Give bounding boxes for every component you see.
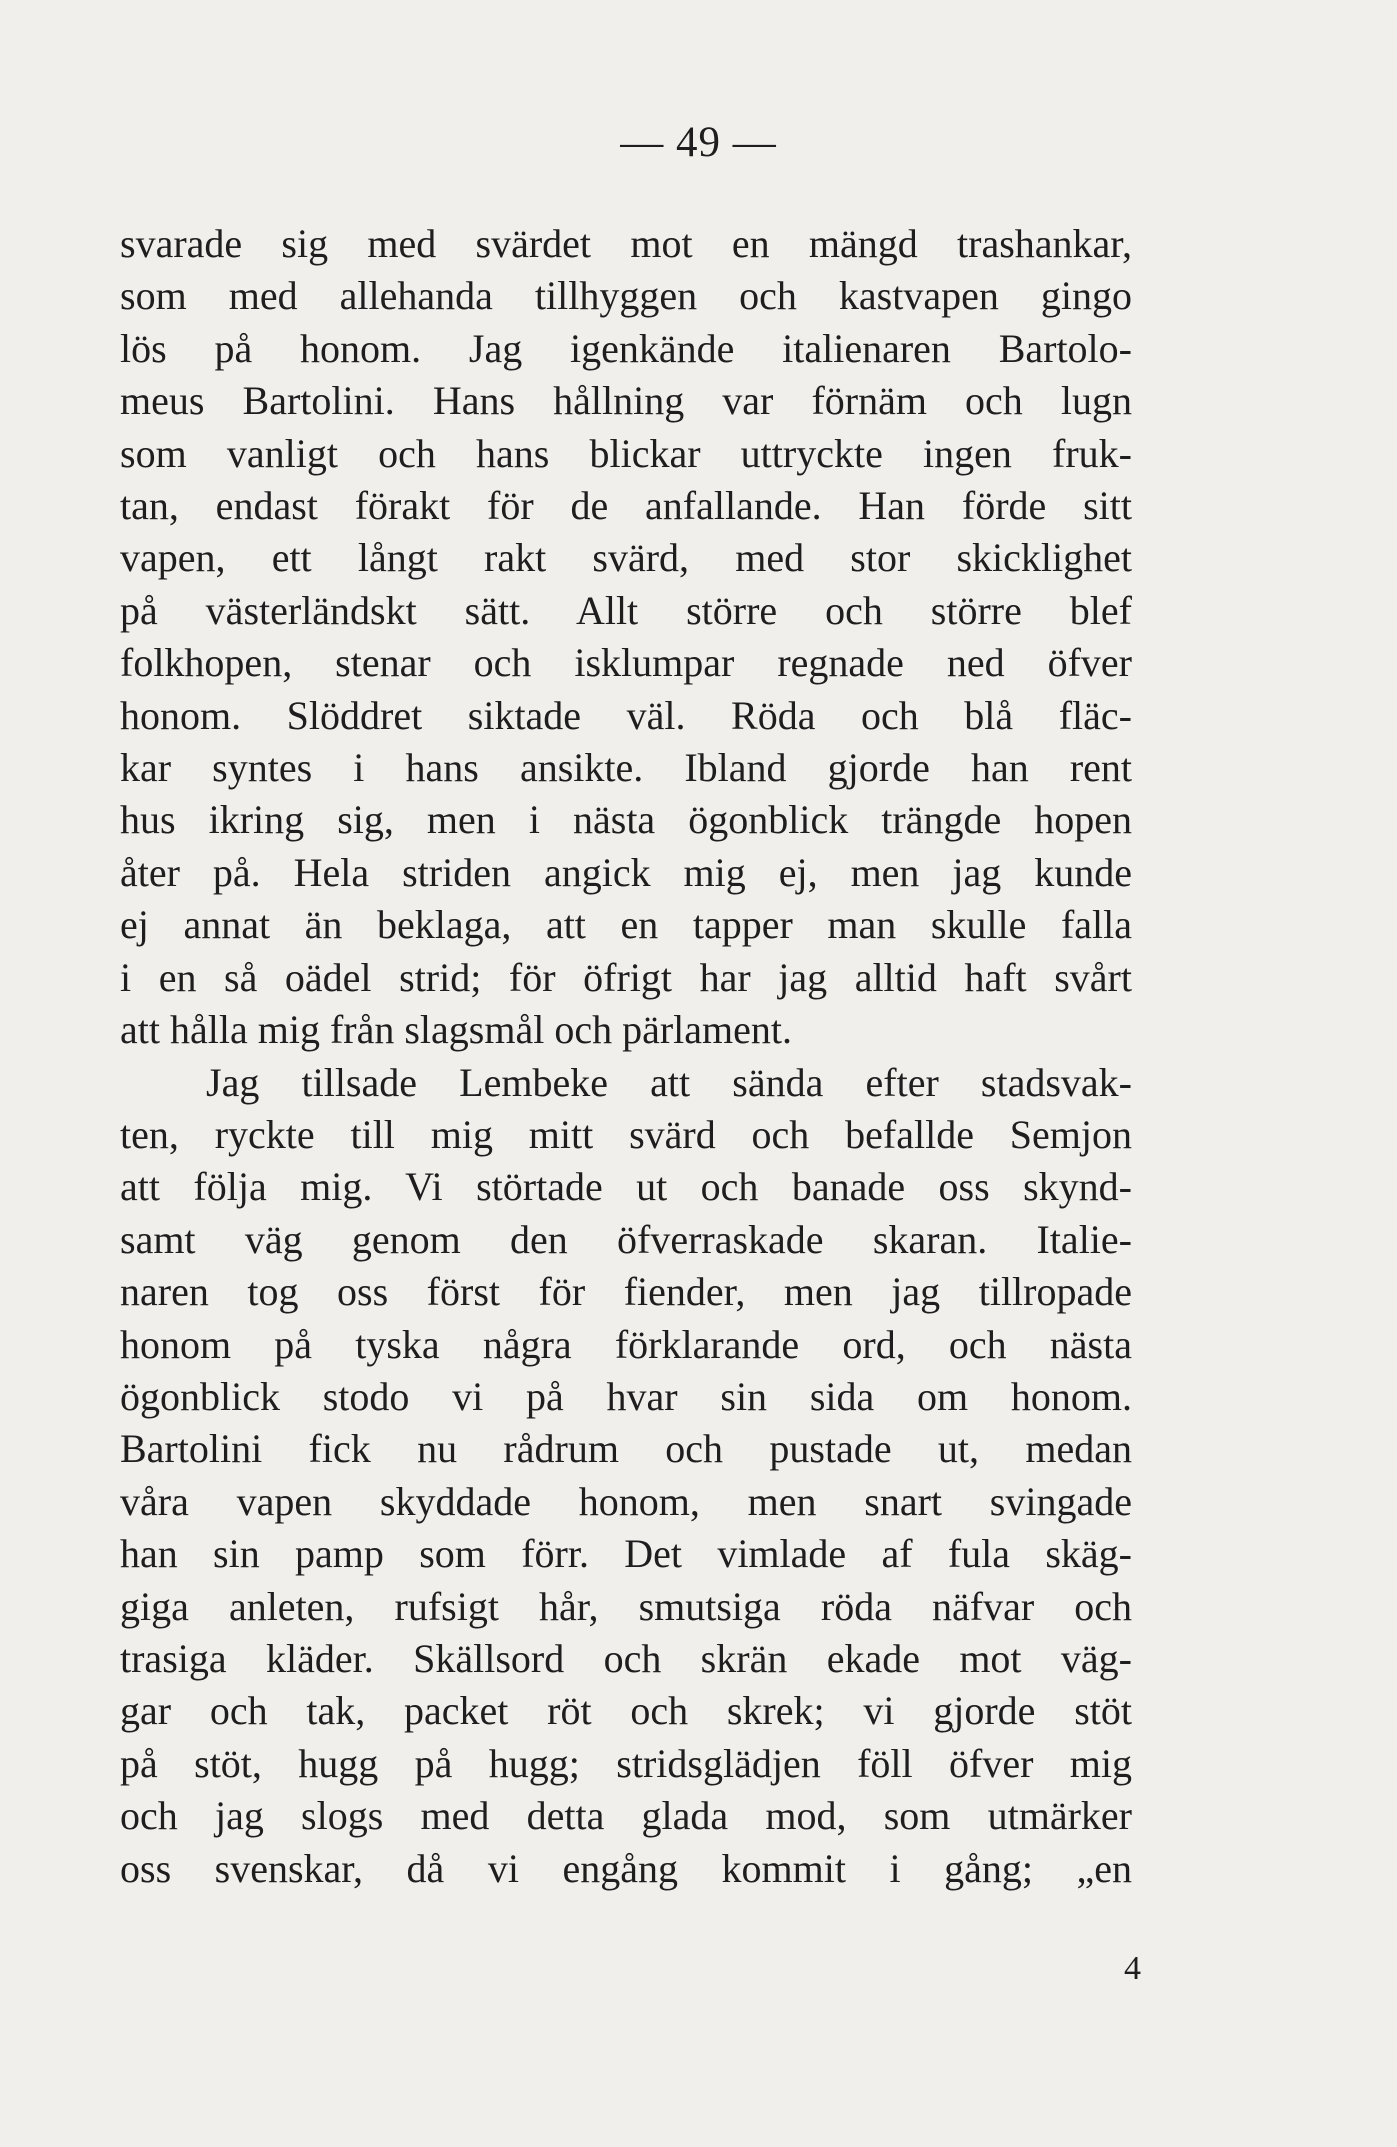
text-line: i en så oädel strid; för öfrigt har jag alltid haft svårt: [120, 954, 1132, 1000]
text-line: och jag slogs med detta glada mod, som utmärker: [120, 1793, 1132, 1839]
text-line: naren tog oss först för fiender, men jag tillropade: [120, 1269, 1132, 1315]
text-line: kar syntes i hans ansikte. Ibland gjorde han rent: [120, 745, 1132, 791]
text-line: åter på. Hela striden angick mig ej, men jag kunde: [120, 849, 1132, 895]
text-line: som med allehanda tillhyggen och kastvapen gingo: [120, 273, 1132, 319]
body-text: [120, 218, 1132, 1895]
text-line: lös på honom. Jag igenkände italienaren Bartolo-: [120, 325, 1132, 371]
signature-mark: 4: [1124, 1950, 1141, 1987]
text-line: Bartolini fick nu rådrum och pustade ut, medan: [120, 1426, 1132, 1472]
text-line: våra vapen skyddade honom, men snart svingade: [120, 1478, 1132, 1524]
text-line: samt väg genom den öfverraskade skaran. Italie-: [120, 1216, 1132, 1262]
text-line: på stöt, hugg på hugg; stridsglädjen föll öfver mig: [120, 1740, 1132, 1786]
text-line: ej annat än beklaga, att en tapper man skulle falla: [120, 902, 1132, 948]
text-line: som vanligt och hans blickar uttryckte ingen fruk-: [120, 430, 1132, 476]
text-line: Jag tillsade Lembeke att sända efter stadsvak-: [206, 1059, 1132, 1105]
text-line: ten, ryckte till mig mitt svärd och befallde Semjon: [120, 1111, 1132, 1157]
text-line: honom. Slöddret siktade väl. Röda och blå fläc-: [120, 692, 1132, 738]
page-number-header: — 49 —: [620, 119, 777, 166]
text-line: att följa mig. Vi störtade ut och banade oss skynd-: [120, 1164, 1132, 1210]
text-line: honom på tyska några förklarande ord, och nästa: [120, 1321, 1132, 1367]
text-line: han sin pamp som förr. Det vimlade af fula skäg-: [120, 1531, 1132, 1577]
text-line: svarade sig med svärdet mot en mängd trashankar,: [120, 221, 1132, 266]
text-line: att hålla mig från slagsmål och pärlament.: [120, 1007, 792, 1053]
text-line: oss svenskar, då vi engång kommit i gång; „en: [120, 1845, 1132, 1891]
text-line: hus ikring sig, men i nästa ögonblick trängde hopen: [120, 797, 1132, 843]
text-line: gar och tak, packet röt och skrek; vi gjorde stöt: [120, 1688, 1132, 1734]
text-line: vapen, ett långt rakt svärd, med stor skicklighet: [120, 535, 1132, 581]
text-line: ögonblick stodo vi på hvar sin sida om honom.: [120, 1373, 1132, 1419]
text-line: meus Bartolini. Hans hållning var förnäm och lugn: [120, 378, 1132, 424]
text-line: folkhopen, stenar och isklumpar regnade ned öfver: [120, 640, 1132, 686]
text-line: på västerländskt sätt. Allt större och större blef: [120, 587, 1132, 633]
text-line: trasiga kläder. Skällsord och skrän ekade mot väg-: [120, 1635, 1132, 1681]
text-line: tan, endast förakt för de anfallande. Han förde sitt: [120, 483, 1132, 529]
text-line: giga anleten, rufsigt hår, smutsiga röda näfvar och: [120, 1583, 1132, 1629]
